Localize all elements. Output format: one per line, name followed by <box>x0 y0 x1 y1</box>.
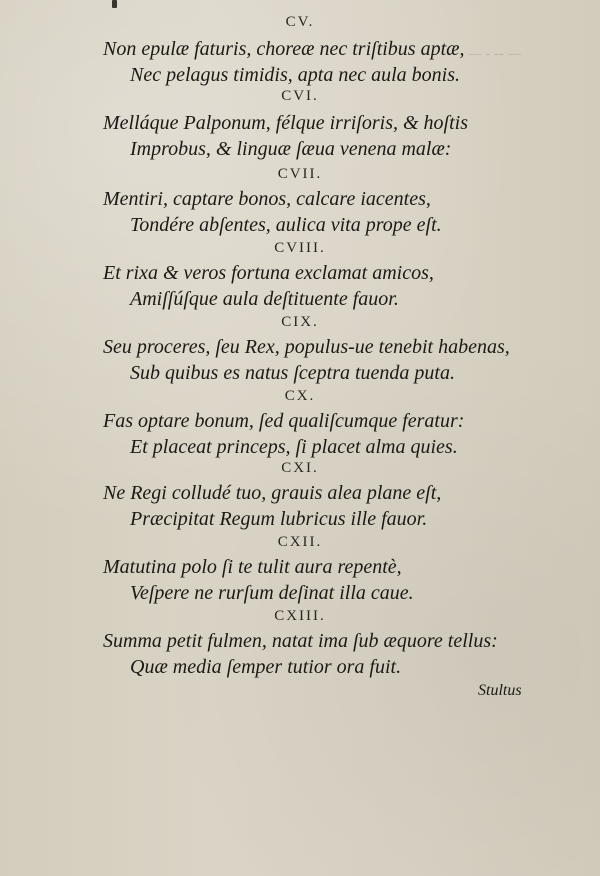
verse-line: Et rixa & veros fortuna exclamat amicos, <box>103 262 434 284</box>
verse-line: Amiſſúſque aula deſtituente fauor. <box>130 288 399 310</box>
verse-line: Tondére abſentes, aulica vita prope eſt. <box>130 214 442 236</box>
verse-line: Mentiri, captare bonos, calcare iacentes, <box>103 188 431 210</box>
verse-line: Veſpere ne rurſum deſinat illa caue. <box>130 582 414 604</box>
section-numeral: CXII. <box>277 534 323 550</box>
verse-line: Fas optare bonum, ſed qualiſcumque feratur: <box>103 410 465 432</box>
verse-line: Nec pelagus timidis, apta nec aula bonis. <box>130 64 460 86</box>
verse-line: Seu proceres, ſeu Rex, populus-ue tenebit habenas, <box>103 336 510 358</box>
section-numeral: CX. <box>284 388 316 404</box>
verse-line: Melláque Palponum, félque irriſoris, & hoſtis <box>103 112 468 134</box>
verse-line: Et placeat princeps, ſi placet alma quies. <box>130 436 458 458</box>
verse-line: Præcipitat Regum lubricus ille fauor. <box>130 508 428 530</box>
section-numeral: CV. <box>285 14 315 30</box>
catchword: Stultus <box>478 682 522 699</box>
verse-line: Non epulæ faturis, choreæ nec triſtibus aptæ, <box>103 38 465 60</box>
show-through: — ‑‑ ‑ — <box>468 46 521 62</box>
verse-line: Summa petit fulmen, natat ima ſub æquore tellus: <box>103 630 498 652</box>
verse-line: Improbus, & linguæ ſæua venena malæ: <box>130 138 452 160</box>
section-numeral: CVII. <box>277 166 323 182</box>
verse-line: Quæ media ſemper tutior ora fuit. <box>130 656 402 678</box>
section-numeral: CXI. <box>281 460 319 476</box>
section-numeral: CIX. <box>281 314 319 330</box>
verse-line: Matutina polo ſi te tulit aura repentè, <box>103 556 402 578</box>
section-numeral: CVI. <box>281 88 319 104</box>
ink-mark <box>112 0 117 8</box>
verse-line: Ne Regi colludé tuo, grauis alea plane eſt, <box>103 482 442 504</box>
section-numeral: CVIII. <box>274 240 326 256</box>
section-numeral: CXIII. <box>274 608 326 624</box>
verse-line: Sub quibus es natus ſceptra tuenda puta. <box>130 362 455 384</box>
